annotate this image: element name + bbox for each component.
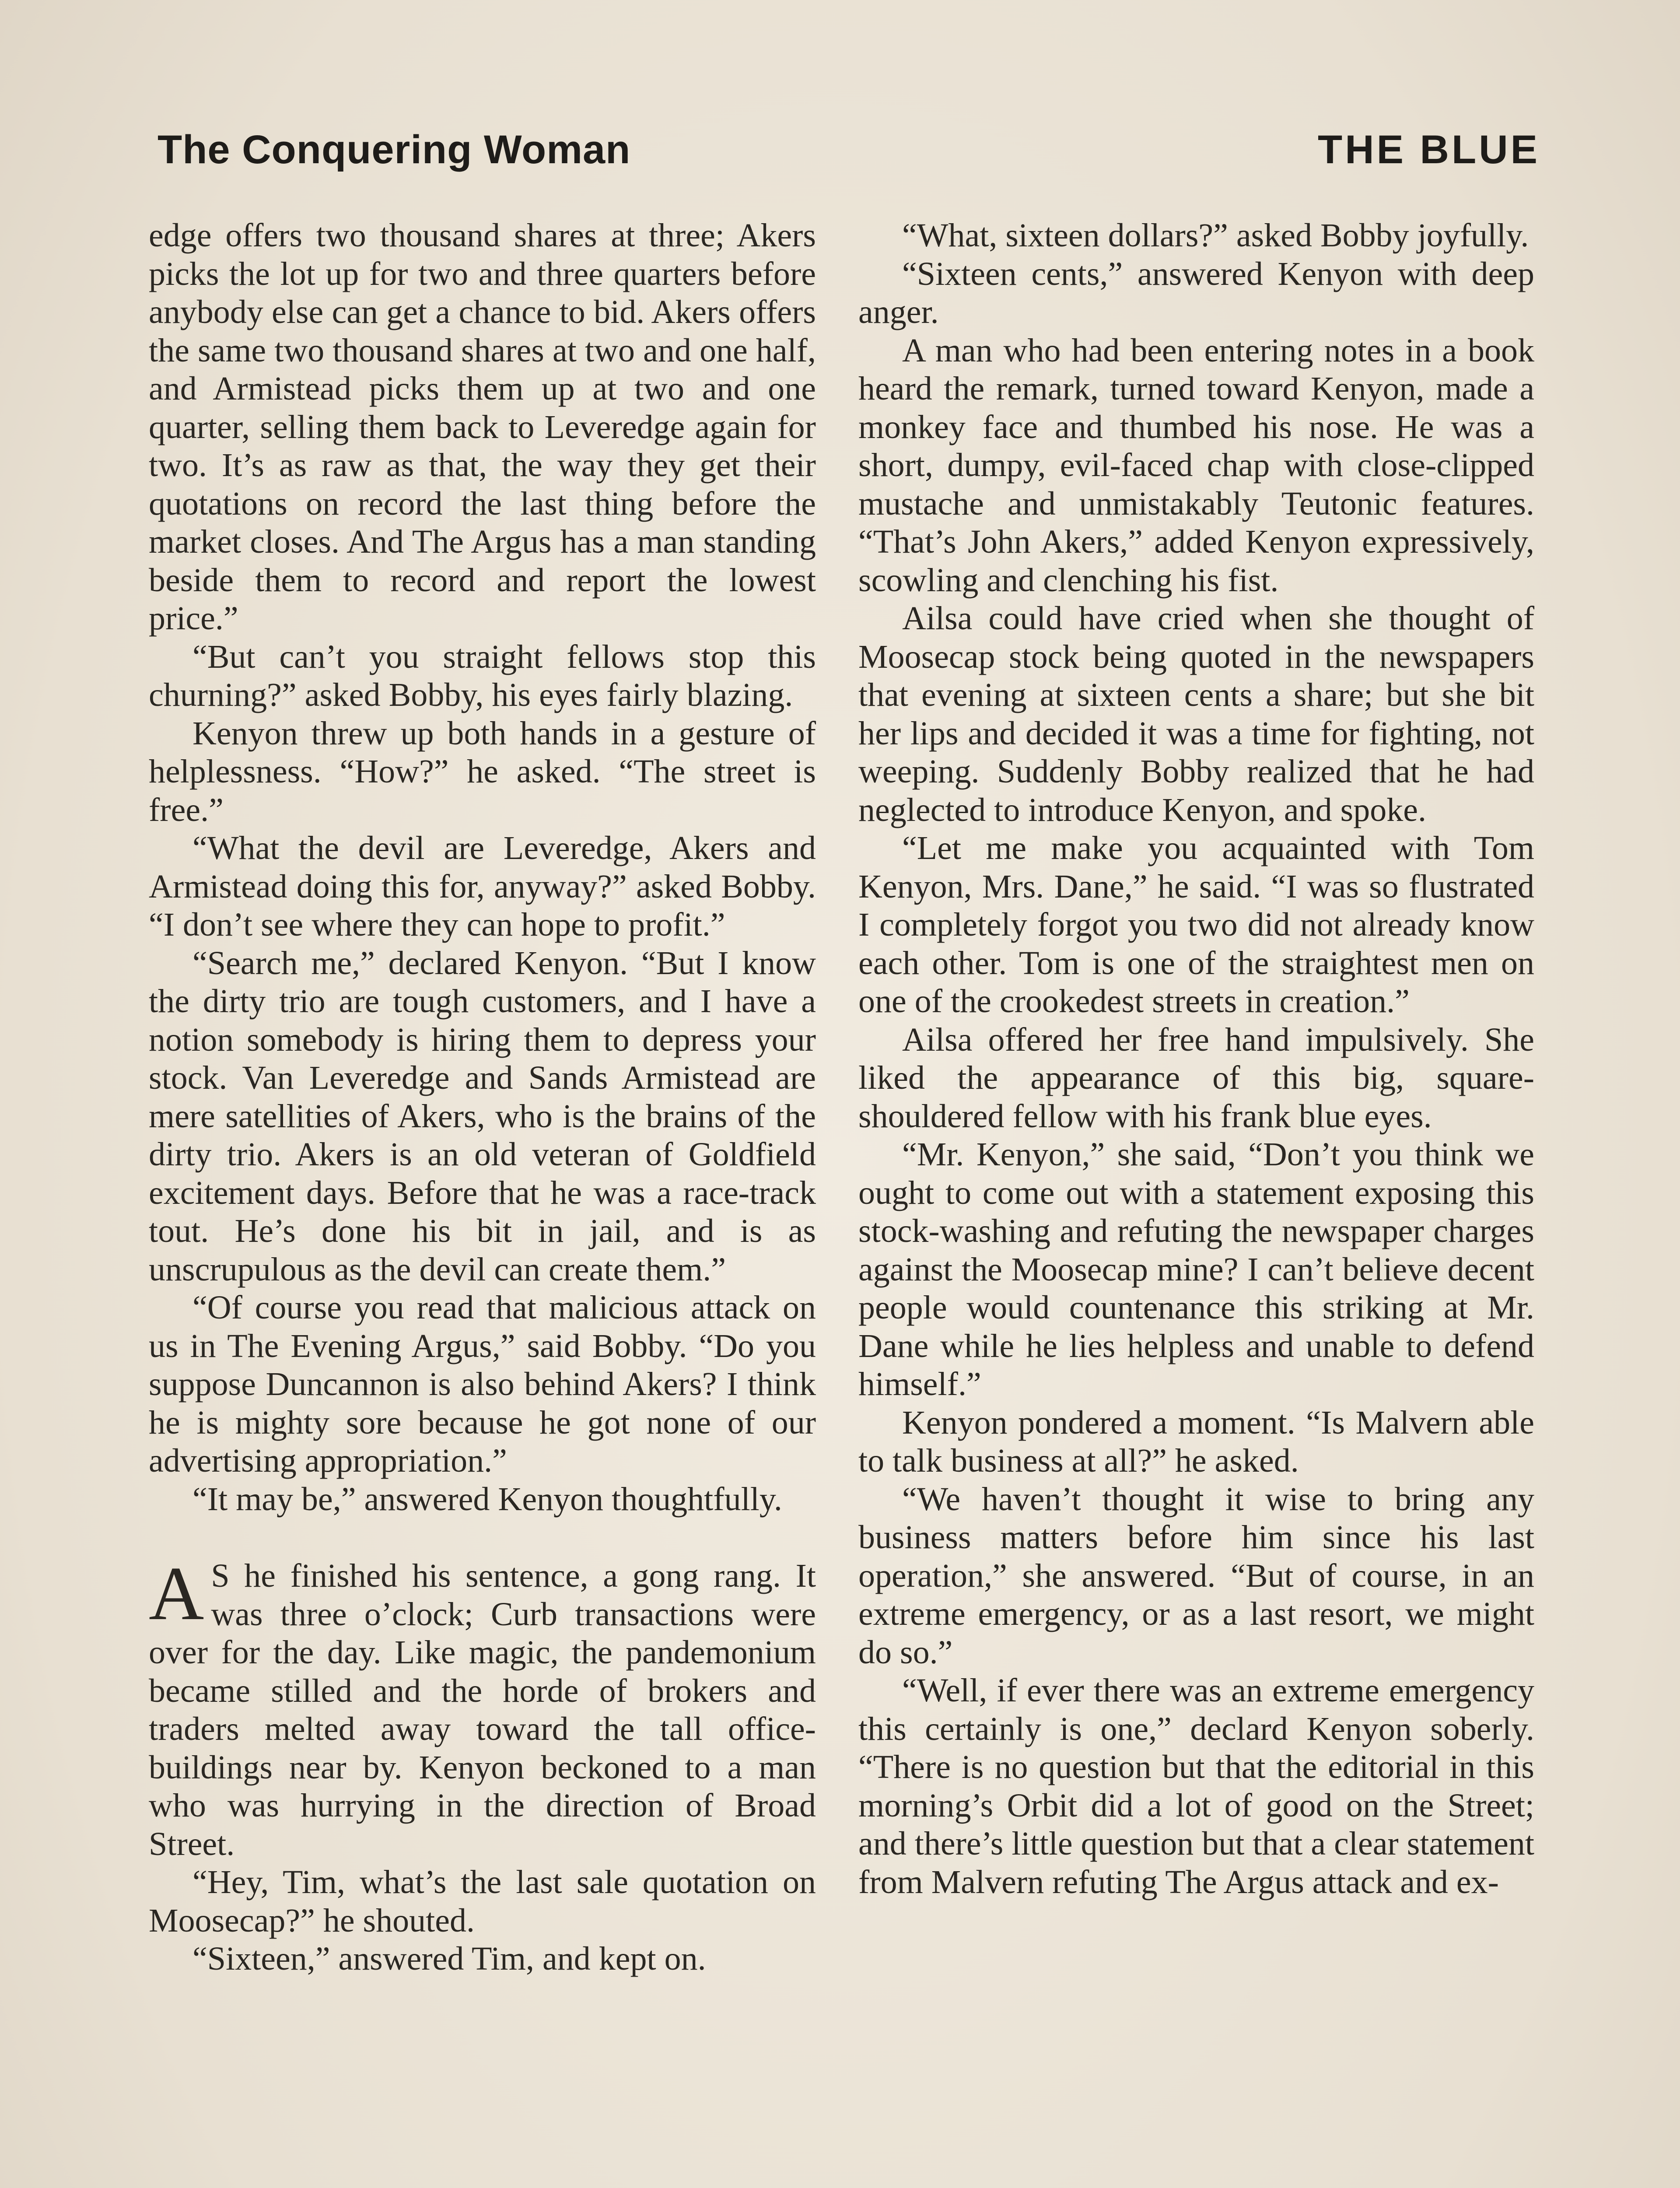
section-opening-paragraph <box>149 1551 816 1863</box>
paragraph: Kenyon pondered a moment. “Is Malvern able to talk business at all?” he asked. <box>858 1404 1534 1479</box>
paragraph: “Hey, Tim, what’s the last sale quotation on Moosecap?” he shouted. <box>149 1864 816 1939</box>
paragraph: “Sixteen,” answered Tim, and kept on. <box>192 1940 706 1977</box>
magazine-title: THE BLUE <box>1318 127 1540 172</box>
story-title: The Conquering Woman <box>158 127 631 172</box>
paragraph: Kenyon threw up both hands in a gesture of helplessness. “How?” he asked. “The street is free.” <box>149 715 816 828</box>
paragraph: “What the devil are Leveredge, Akers and Armistead doing this for, anyway?” asked Bobby. “I don’t see where they can hope to profit.” <box>149 830 816 943</box>
drop-cap: A <box>149 1551 204 1636</box>
paragraph: Ailsa could have cried when she thought of Moosecap stock being quoted in the newspapers that evening at sixteen cents a share; but she bit her lips and decided it was a time for fighting, not weeping. Suddenly Bobby realized that he had neglected to introduce Kenyon, and spoke. <box>858 600 1534 828</box>
right-column <box>858 217 1534 1901</box>
paragraph: A man who had been entering notes in a book heard the remark, turned toward Kenyon, made a monkey face and thumbed his nose. He was a short, dumpy, evil-faced chap with close-clipped mustache and unmistakably Teutonic features. “That’s John Akers,” added Kenyon expressively, scowling and clenching his fist. <box>858 332 1534 599</box>
paragraph: “Well, if ever there was an extreme emergency this certainly is one,” declard Kenyon soberly. “There is no question but that the editorial in this morning’s Orbit did a lot of good on the Street; and there’s little question but that a clear statement from Malvern refuting The Argus attack and ex- <box>858 1672 1534 1900</box>
paragraph: “Of course you read that malicious attack on us in The Evening Argus,” said Bobby. “Do you suppose Duncannon is also behind Akers? I think he is mighty sore because he got none of our advertising appropriation.” <box>149 1289 816 1479</box>
paragraph: edge offers two thousand shares at three; Akers picks the lot up for two and three quarters before anybody else can get a chance to bid. Akers offers the same two thousand shares at two and one half, and Armistead picks them up at two and one quarter, selling them back to Leveredge again for two. It’s as raw as that, the way they get their quotations on record the last thing before the market closes. And The Argus has a man standing beside them to record and report the lowest price.” <box>149 217 816 637</box>
running-header <box>149 127 1540 184</box>
paragraph: “We haven’t thought it wise to bring any business matters before him since his last operation,” she answered. “But of course, in an extreme emergency, or as a last resort, we might do so.” <box>858 1480 1534 1671</box>
paragraph: “It may be,” answered Kenyon thoughtfully. <box>192 1480 782 1518</box>
paragraph: “Search me,” declared Kenyon. “But I know the dirty trio are tough customers, and I have a notion somebody is hiring them to depress your stock. Van Leveredge and Sands Armistead are mere satellities of Akers, who is the brains of the dirty trio. Akers is an old veteran of Goldfield excitement days. Before that he was a race-track tout. He’s done his bit in jail, and is as unscrupulous as the devil can create them.” <box>149 944 816 1288</box>
paragraph: “What, sixteen dollars?” asked Bobby joyfully. <box>902 217 1529 254</box>
paragraph: Ailsa offered her free hand impulsively. She liked the appearance of this big, square-shouldered fellow with his frank blue eyes. <box>858 1021 1534 1135</box>
section-opening-text: S he finished his sentence, a gong rang. It was three o’clock; Curb transactions were over for the day. Like magic, the pandemonium became stilled and the horde of brokers and traders melted away toward the tall office-buildings near by. Kenyon beckoned to a man who was hurrying in the direction of Broad Street. <box>149 1557 816 1862</box>
paragraph: “Mr. Kenyon,” she said, “Don’t you think we ought to come out with a statement exposing this stock-washing and refuting the newspaper charges against the Moosecap mine? I can’t believe decent people would countenance this striking at Mr. Dane while he lies helpless and unable to defend himself.” <box>858 1136 1534 1403</box>
paragraph: “Let me make you acquainted with Tom Kenyon, Mrs. Dane,” he said. “I was so flustrated I completely forgot you two did not already know each other. Tom is one of the straightest men on one of the crookedest streets in creation.” <box>858 830 1534 1020</box>
left-column <box>149 217 816 1978</box>
paragraph: “But can’t you straight fellows stop this churning?” asked Bobby, his eyes fairly blazing. <box>149 638 816 713</box>
paragraph: “Sixteen cents,” answered Kenyon with deep anger. <box>858 255 1534 330</box>
